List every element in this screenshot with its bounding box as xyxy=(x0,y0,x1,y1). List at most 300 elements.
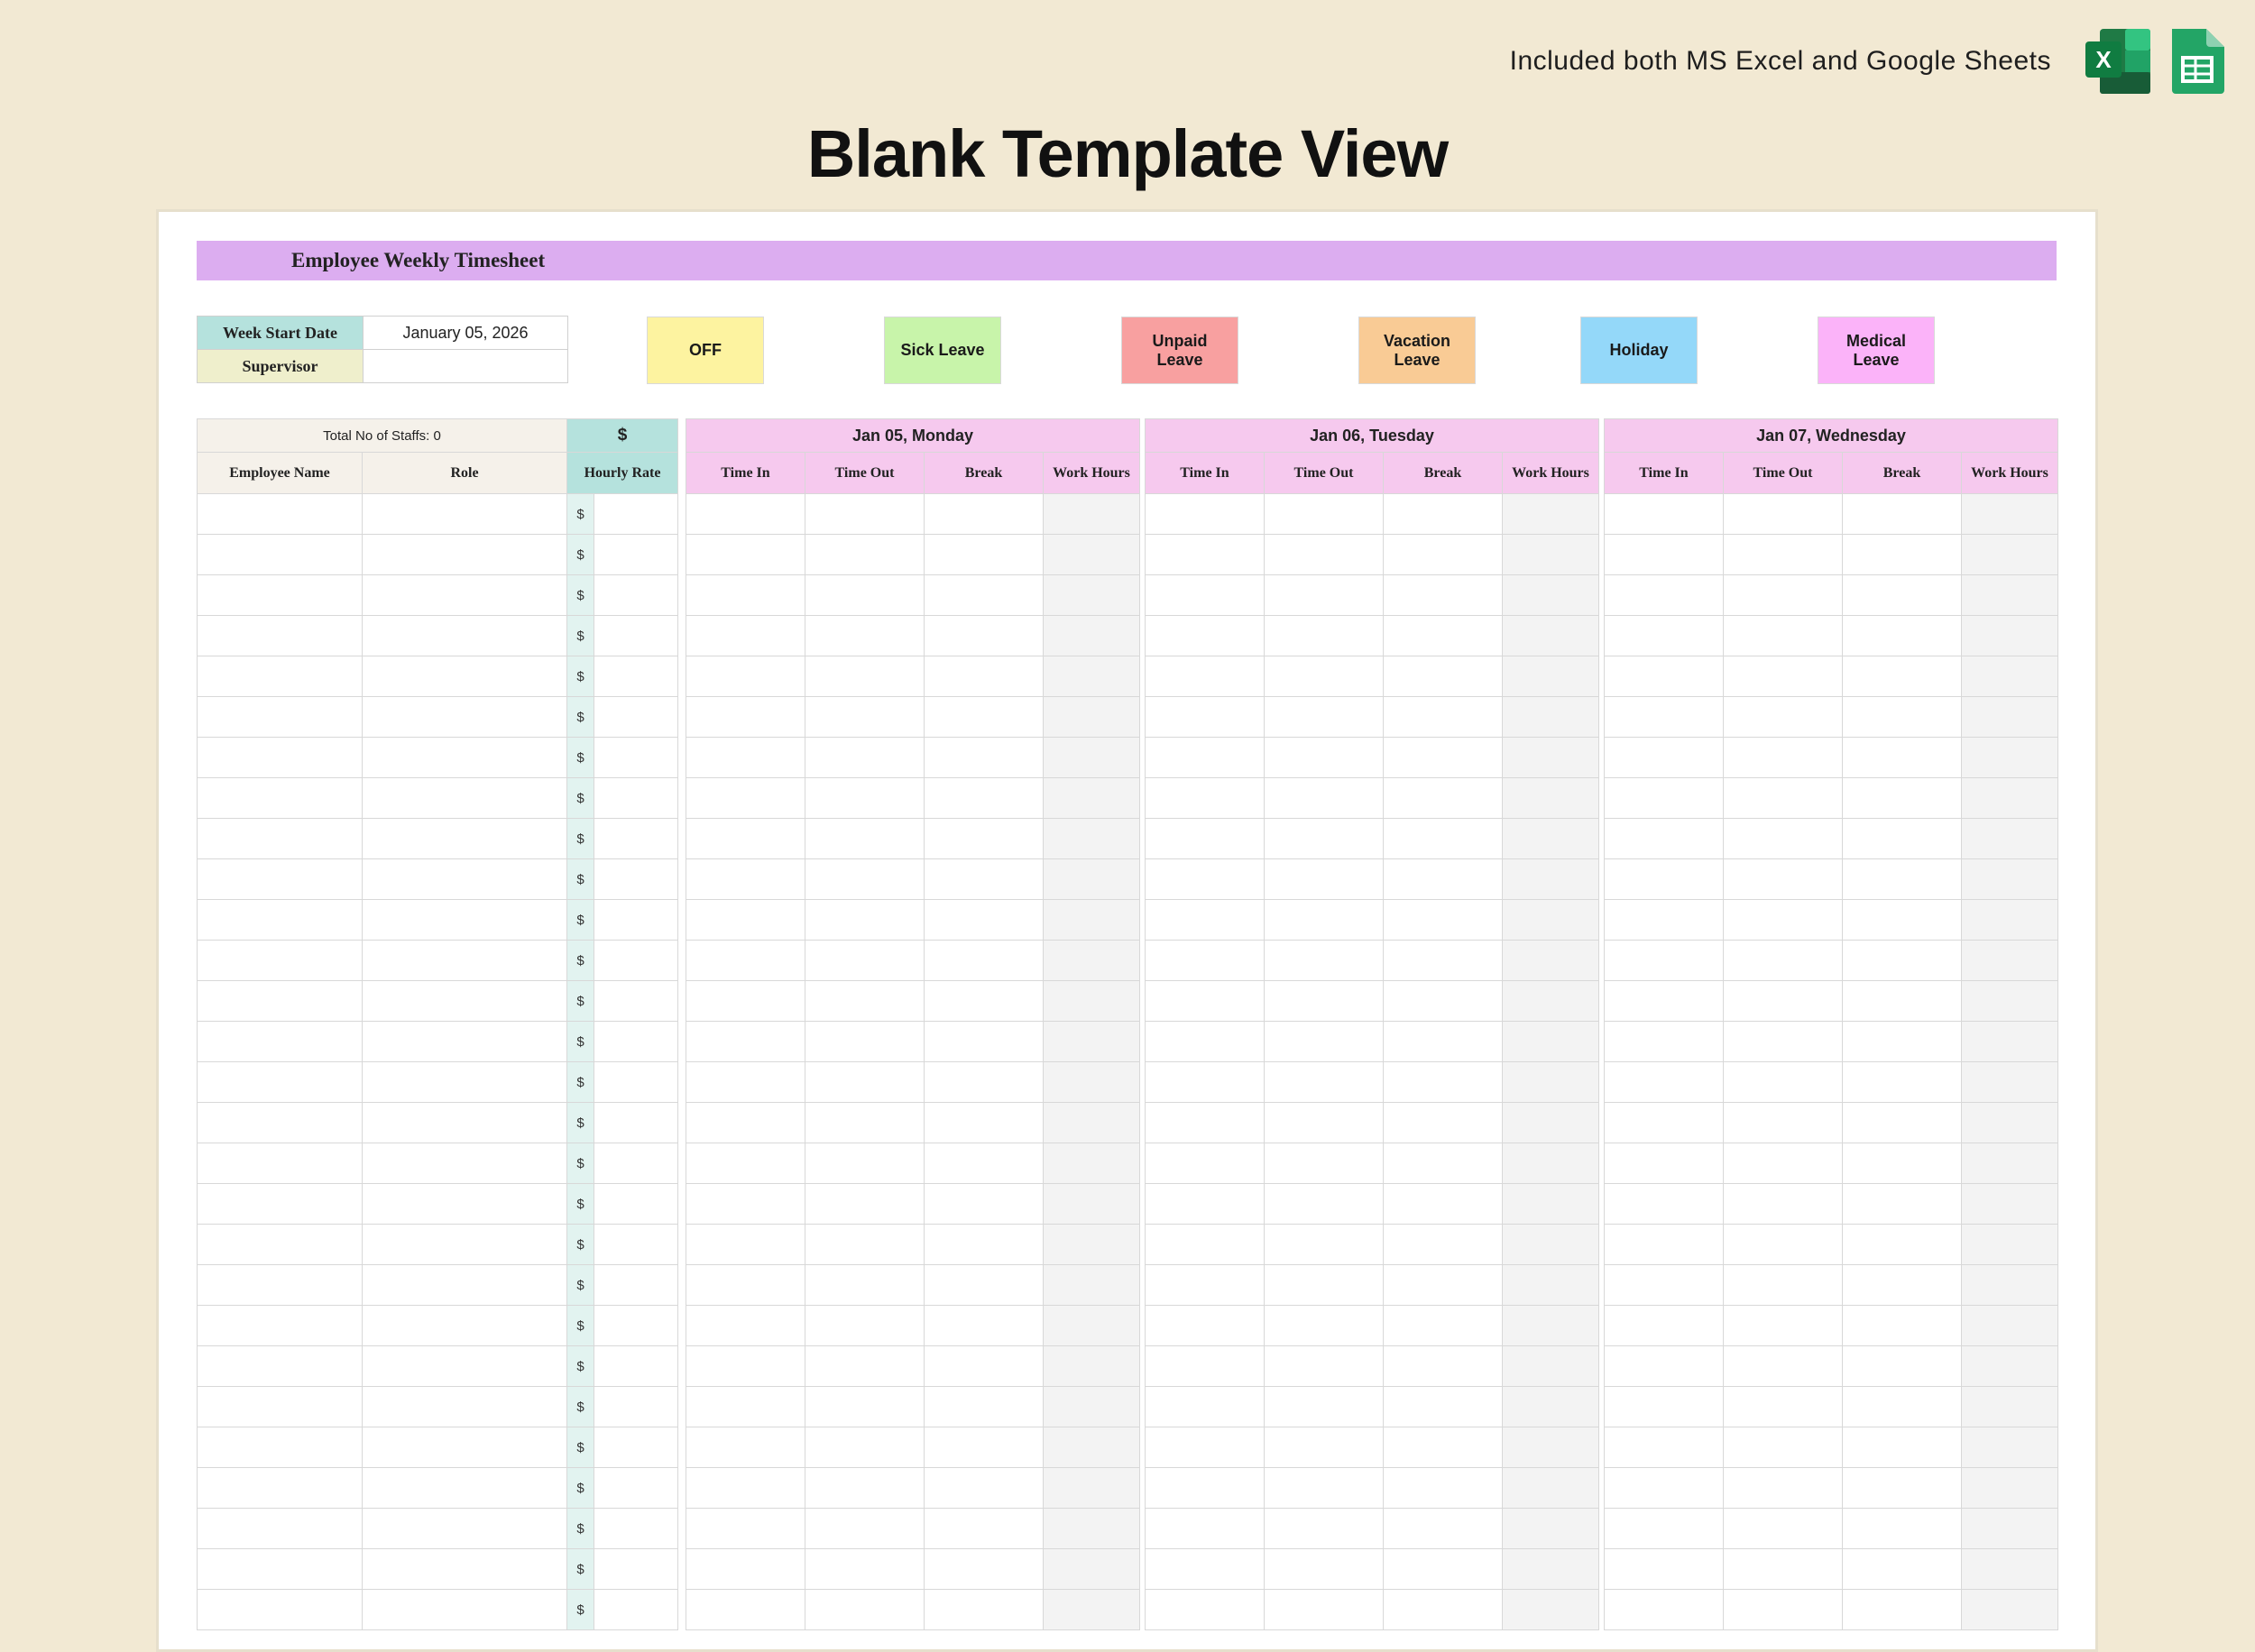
time-in-cell[interactable] xyxy=(686,1509,805,1549)
break-cell[interactable] xyxy=(1384,778,1503,819)
time-out-cell[interactable] xyxy=(805,575,925,616)
time-in-cell[interactable] xyxy=(1605,656,1724,697)
time-out-cell[interactable] xyxy=(1265,1468,1384,1509)
break-cell[interactable] xyxy=(1384,535,1503,575)
time-in-cell[interactable] xyxy=(1605,900,1724,941)
time-in-cell[interactable] xyxy=(686,1022,805,1062)
time-out-cell[interactable] xyxy=(805,1022,925,1062)
time-in-cell[interactable] xyxy=(686,1265,805,1306)
break-cell[interactable] xyxy=(1384,1143,1503,1184)
time-out-cell[interactable] xyxy=(1265,575,1384,616)
hourly-rate-cell[interactable] xyxy=(594,1225,678,1265)
role-cell[interactable] xyxy=(363,1062,567,1103)
time-out-cell[interactable] xyxy=(1265,900,1384,941)
time-out-cell[interactable] xyxy=(1724,1103,1843,1143)
role-cell[interactable] xyxy=(363,941,567,981)
time-in-cell[interactable] xyxy=(1605,1062,1724,1103)
break-cell[interactable] xyxy=(925,738,1044,778)
time-out-cell[interactable] xyxy=(1724,1590,1843,1630)
time-in-cell[interactable] xyxy=(1605,1509,1724,1549)
break-cell[interactable] xyxy=(1384,1062,1503,1103)
break-cell[interactable] xyxy=(1384,1387,1503,1427)
employee-name-cell[interactable] xyxy=(198,616,363,656)
time-out-cell[interactable] xyxy=(1265,1143,1384,1184)
time-out-cell[interactable] xyxy=(1724,1184,1843,1225)
time-out-cell[interactable] xyxy=(805,1225,925,1265)
role-cell[interactable] xyxy=(363,494,567,535)
time-out-cell[interactable] xyxy=(1265,1022,1384,1062)
time-in-cell[interactable] xyxy=(1146,575,1265,616)
time-in-cell[interactable] xyxy=(686,1306,805,1346)
employee-name-cell[interactable] xyxy=(198,941,363,981)
break-cell[interactable] xyxy=(1384,575,1503,616)
employee-name-cell[interactable] xyxy=(198,1427,363,1468)
time-out-cell[interactable] xyxy=(1724,1346,1843,1387)
time-in-cell[interactable] xyxy=(686,616,805,656)
time-in-cell[interactable] xyxy=(1146,1143,1265,1184)
time-out-cell[interactable] xyxy=(805,1387,925,1427)
role-cell[interactable] xyxy=(363,1387,567,1427)
time-in-cell[interactable] xyxy=(1605,1265,1724,1306)
time-in-cell[interactable] xyxy=(1605,1184,1724,1225)
role-cell[interactable] xyxy=(363,1468,567,1509)
role-cell[interactable] xyxy=(363,778,567,819)
break-cell[interactable] xyxy=(1843,738,1962,778)
break-cell[interactable] xyxy=(925,575,1044,616)
role-cell[interactable] xyxy=(363,900,567,941)
break-cell[interactable] xyxy=(1843,535,1962,575)
employee-name-cell[interactable] xyxy=(198,575,363,616)
employee-name-cell[interactable] xyxy=(198,859,363,900)
break-cell[interactable] xyxy=(925,1346,1044,1387)
role-cell[interactable] xyxy=(363,819,567,859)
time-in-cell[interactable] xyxy=(1605,616,1724,656)
time-out-cell[interactable] xyxy=(1724,900,1843,941)
break-cell[interactable] xyxy=(925,1427,1044,1468)
time-out-cell[interactable] xyxy=(805,819,925,859)
supervisor-input[interactable] xyxy=(364,350,568,383)
break-cell[interactable] xyxy=(1843,656,1962,697)
time-in-cell[interactable] xyxy=(1146,697,1265,738)
time-out-cell[interactable] xyxy=(805,535,925,575)
employee-name-cell[interactable] xyxy=(198,1346,363,1387)
time-in-cell[interactable] xyxy=(686,1184,805,1225)
time-in-cell[interactable] xyxy=(1605,1590,1724,1630)
time-in-cell[interactable] xyxy=(686,778,805,819)
role-cell[interactable] xyxy=(363,859,567,900)
break-cell[interactable] xyxy=(1843,1265,1962,1306)
break-cell[interactable] xyxy=(925,941,1044,981)
break-cell[interactable] xyxy=(1384,616,1503,656)
time-in-cell[interactable] xyxy=(1146,1022,1265,1062)
break-cell[interactable] xyxy=(1384,1103,1503,1143)
time-out-cell[interactable] xyxy=(805,900,925,941)
time-out-cell[interactable] xyxy=(805,1509,925,1549)
time-out-cell[interactable] xyxy=(1724,1265,1843,1306)
break-cell[interactable] xyxy=(1843,900,1962,941)
time-in-cell[interactable] xyxy=(1605,1022,1724,1062)
hourly-rate-cell[interactable] xyxy=(594,1306,678,1346)
time-out-cell[interactable] xyxy=(805,1590,925,1630)
time-in-cell[interactable] xyxy=(1146,1387,1265,1427)
time-in-cell[interactable] xyxy=(1146,1184,1265,1225)
employee-name-cell[interactable] xyxy=(198,900,363,941)
break-cell[interactable] xyxy=(925,656,1044,697)
time-out-cell[interactable] xyxy=(1724,1306,1843,1346)
break-cell[interactable] xyxy=(1384,656,1503,697)
time-out-cell[interactable] xyxy=(1724,1549,1843,1590)
time-out-cell[interactable] xyxy=(1724,494,1843,535)
break-cell[interactable] xyxy=(1843,697,1962,738)
break-cell[interactable] xyxy=(1843,1062,1962,1103)
break-cell[interactable] xyxy=(1843,1103,1962,1143)
time-out-cell[interactable] xyxy=(1265,616,1384,656)
time-out-cell[interactable] xyxy=(1724,1468,1843,1509)
time-in-cell[interactable] xyxy=(686,535,805,575)
time-out-cell[interactable] xyxy=(1265,494,1384,535)
role-cell[interactable] xyxy=(363,1022,567,1062)
role-cell[interactable] xyxy=(363,1427,567,1468)
break-cell[interactable] xyxy=(1384,1549,1503,1590)
time-out-cell[interactable] xyxy=(805,941,925,981)
employee-name-cell[interactable] xyxy=(198,1062,363,1103)
break-cell[interactable] xyxy=(1843,981,1962,1022)
hourly-rate-cell[interactable] xyxy=(594,941,678,981)
break-cell[interactable] xyxy=(1384,738,1503,778)
time-in-cell[interactable] xyxy=(1605,859,1724,900)
time-out-cell[interactable] xyxy=(1724,616,1843,656)
break-cell[interactable] xyxy=(925,1549,1044,1590)
employee-name-cell[interactable] xyxy=(198,1549,363,1590)
break-cell[interactable] xyxy=(1843,1346,1962,1387)
hourly-rate-cell[interactable] xyxy=(594,819,678,859)
time-out-cell[interactable] xyxy=(1724,819,1843,859)
break-cell[interactable] xyxy=(1384,1022,1503,1062)
time-in-cell[interactable] xyxy=(686,575,805,616)
time-out-cell[interactable] xyxy=(805,859,925,900)
hourly-rate-cell[interactable] xyxy=(594,1022,678,1062)
break-cell[interactable] xyxy=(925,900,1044,941)
break-cell[interactable] xyxy=(1843,1306,1962,1346)
time-in-cell[interactable] xyxy=(1146,859,1265,900)
time-in-cell[interactable] xyxy=(1146,778,1265,819)
time-out-cell[interactable] xyxy=(1724,941,1843,981)
time-out-cell[interactable] xyxy=(1724,535,1843,575)
time-out-cell[interactable] xyxy=(1724,859,1843,900)
employee-name-cell[interactable] xyxy=(198,1509,363,1549)
employee-name-cell[interactable] xyxy=(198,494,363,535)
time-in-cell[interactable] xyxy=(686,900,805,941)
role-cell[interactable] xyxy=(363,1306,567,1346)
time-out-cell[interactable] xyxy=(1724,981,1843,1022)
break-cell[interactable] xyxy=(925,1387,1044,1427)
break-cell[interactable] xyxy=(1384,941,1503,981)
break-cell[interactable] xyxy=(925,1306,1044,1346)
hourly-rate-cell[interactable] xyxy=(594,1062,678,1103)
time-out-cell[interactable] xyxy=(1265,1346,1384,1387)
role-cell[interactable] xyxy=(363,1143,567,1184)
break-cell[interactable] xyxy=(925,1225,1044,1265)
break-cell[interactable] xyxy=(1843,1387,1962,1427)
time-out-cell[interactable] xyxy=(1265,697,1384,738)
time-out-cell[interactable] xyxy=(1265,941,1384,981)
time-in-cell[interactable] xyxy=(1146,1062,1265,1103)
time-out-cell[interactable] xyxy=(805,1306,925,1346)
time-in-cell[interactable] xyxy=(1146,656,1265,697)
employee-name-cell[interactable] xyxy=(198,1225,363,1265)
time-out-cell[interactable] xyxy=(805,1184,925,1225)
time-in-cell[interactable] xyxy=(1605,778,1724,819)
time-in-cell[interactable] xyxy=(686,819,805,859)
time-in-cell[interactable] xyxy=(686,1427,805,1468)
time-in-cell[interactable] xyxy=(1605,1143,1724,1184)
time-in-cell[interactable] xyxy=(1605,697,1724,738)
break-cell[interactable] xyxy=(925,1103,1044,1143)
break-cell[interactable] xyxy=(1843,1509,1962,1549)
hourly-rate-cell[interactable] xyxy=(594,900,678,941)
time-out-cell[interactable] xyxy=(1265,1306,1384,1346)
employee-name-cell[interactable] xyxy=(198,535,363,575)
time-in-cell[interactable] xyxy=(1605,819,1724,859)
hourly-rate-cell[interactable] xyxy=(594,1265,678,1306)
role-cell[interactable] xyxy=(363,1549,567,1590)
time-out-cell[interactable] xyxy=(1724,738,1843,778)
break-cell[interactable] xyxy=(925,859,1044,900)
time-out-cell[interactable] xyxy=(1724,1509,1843,1549)
time-in-cell[interactable] xyxy=(1146,1265,1265,1306)
employee-name-cell[interactable] xyxy=(198,1468,363,1509)
break-cell[interactable] xyxy=(925,1265,1044,1306)
time-in-cell[interactable] xyxy=(1605,575,1724,616)
employee-name-cell[interactable] xyxy=(198,819,363,859)
time-out-cell[interactable] xyxy=(1724,1143,1843,1184)
break-cell[interactable] xyxy=(1384,1265,1503,1306)
break-cell[interactable] xyxy=(1384,819,1503,859)
time-out-cell[interactable] xyxy=(805,1346,925,1387)
time-out-cell[interactable] xyxy=(1265,981,1384,1022)
break-cell[interactable] xyxy=(925,1509,1044,1549)
time-out-cell[interactable] xyxy=(1724,1225,1843,1265)
employee-name-cell[interactable] xyxy=(198,1265,363,1306)
time-out-cell[interactable] xyxy=(1265,535,1384,575)
employee-name-cell[interactable] xyxy=(198,778,363,819)
break-cell[interactable] xyxy=(925,1062,1044,1103)
time-in-cell[interactable] xyxy=(686,738,805,778)
time-out-cell[interactable] xyxy=(1265,778,1384,819)
time-in-cell[interactable] xyxy=(686,859,805,900)
role-cell[interactable] xyxy=(363,575,567,616)
break-cell[interactable] xyxy=(1843,819,1962,859)
break-cell[interactable] xyxy=(1843,859,1962,900)
employee-name-cell[interactable] xyxy=(198,1387,363,1427)
employee-name-cell[interactable] xyxy=(198,656,363,697)
time-out-cell[interactable] xyxy=(805,981,925,1022)
time-in-cell[interactable] xyxy=(1605,1346,1724,1387)
time-in-cell[interactable] xyxy=(1146,494,1265,535)
time-out-cell[interactable] xyxy=(1265,1103,1384,1143)
time-in-cell[interactable] xyxy=(1605,738,1724,778)
hourly-rate-cell[interactable] xyxy=(594,1346,678,1387)
time-in-cell[interactable] xyxy=(1146,738,1265,778)
time-out-cell[interactable] xyxy=(1724,778,1843,819)
time-in-cell[interactable] xyxy=(1605,1306,1724,1346)
time-in-cell[interactable] xyxy=(1146,535,1265,575)
time-in-cell[interactable] xyxy=(686,1143,805,1184)
employee-name-cell[interactable] xyxy=(198,1022,363,1062)
time-in-cell[interactable] xyxy=(686,656,805,697)
time-out-cell[interactable] xyxy=(1265,1062,1384,1103)
time-out-cell[interactable] xyxy=(1265,1549,1384,1590)
time-in-cell[interactable] xyxy=(1146,616,1265,656)
hourly-rate-cell[interactable] xyxy=(594,981,678,1022)
time-in-cell[interactable] xyxy=(686,494,805,535)
break-cell[interactable] xyxy=(925,778,1044,819)
role-cell[interactable] xyxy=(363,1225,567,1265)
hourly-rate-cell[interactable] xyxy=(594,1387,678,1427)
time-in-cell[interactable] xyxy=(1605,941,1724,981)
time-in-cell[interactable] xyxy=(686,1590,805,1630)
time-out-cell[interactable] xyxy=(805,616,925,656)
break-cell[interactable] xyxy=(925,494,1044,535)
time-out-cell[interactable] xyxy=(805,778,925,819)
time-out-cell[interactable] xyxy=(1724,1387,1843,1427)
time-in-cell[interactable] xyxy=(1146,1346,1265,1387)
role-cell[interactable] xyxy=(363,697,567,738)
break-cell[interactable] xyxy=(1384,697,1503,738)
break-cell[interactable] xyxy=(1384,494,1503,535)
time-in-cell[interactable] xyxy=(686,1549,805,1590)
hourly-rate-cell[interactable] xyxy=(594,616,678,656)
employee-name-cell[interactable] xyxy=(198,1306,363,1346)
time-out-cell[interactable] xyxy=(1265,1427,1384,1468)
time-in-cell[interactable] xyxy=(1146,819,1265,859)
role-cell[interactable] xyxy=(363,656,567,697)
time-in-cell[interactable] xyxy=(1605,1427,1724,1468)
break-cell[interactable] xyxy=(1384,1306,1503,1346)
hourly-rate-cell[interactable] xyxy=(594,1590,678,1630)
hourly-rate-cell[interactable] xyxy=(594,535,678,575)
break-cell[interactable] xyxy=(1843,1184,1962,1225)
time-in-cell[interactable] xyxy=(686,1468,805,1509)
break-cell[interactable] xyxy=(1843,1225,1962,1265)
break-cell[interactable] xyxy=(1384,981,1503,1022)
break-cell[interactable] xyxy=(1384,1427,1503,1468)
role-cell[interactable] xyxy=(363,738,567,778)
break-cell[interactable] xyxy=(925,535,1044,575)
hourly-rate-cell[interactable] xyxy=(594,494,678,535)
time-out-cell[interactable] xyxy=(1265,1265,1384,1306)
hourly-rate-cell[interactable] xyxy=(594,1184,678,1225)
time-out-cell[interactable] xyxy=(1265,1590,1384,1630)
role-cell[interactable] xyxy=(363,1184,567,1225)
break-cell[interactable] xyxy=(925,1590,1044,1630)
break-cell[interactable] xyxy=(925,1143,1044,1184)
break-cell[interactable] xyxy=(1843,778,1962,819)
time-in-cell[interactable] xyxy=(1605,1468,1724,1509)
time-in-cell[interactable] xyxy=(1146,1549,1265,1590)
break-cell[interactable] xyxy=(1384,1225,1503,1265)
week-start-input[interactable]: January 05, 2026 xyxy=(364,317,568,350)
break-cell[interactable] xyxy=(925,697,1044,738)
time-in-cell[interactable] xyxy=(1605,1103,1724,1143)
break-cell[interactable] xyxy=(1843,1022,1962,1062)
time-in-cell[interactable] xyxy=(1146,1103,1265,1143)
time-in-cell[interactable] xyxy=(1605,1387,1724,1427)
time-out-cell[interactable] xyxy=(1265,1387,1384,1427)
hourly-rate-cell[interactable] xyxy=(594,697,678,738)
hourly-rate-cell[interactable] xyxy=(594,738,678,778)
hourly-rate-cell[interactable] xyxy=(594,1549,678,1590)
time-out-cell[interactable] xyxy=(805,494,925,535)
time-out-cell[interactable] xyxy=(805,1549,925,1590)
time-in-cell[interactable] xyxy=(1605,1549,1724,1590)
break-cell[interactable] xyxy=(1843,941,1962,981)
time-out-cell[interactable] xyxy=(1265,656,1384,697)
break-cell[interactable] xyxy=(925,616,1044,656)
time-in-cell[interactable] xyxy=(686,1103,805,1143)
time-in-cell[interactable] xyxy=(1605,494,1724,535)
time-in-cell[interactable] xyxy=(1605,535,1724,575)
break-cell[interactable] xyxy=(1843,1468,1962,1509)
time-in-cell[interactable] xyxy=(1146,1509,1265,1549)
hourly-rate-cell[interactable] xyxy=(594,1468,678,1509)
break-cell[interactable] xyxy=(1843,1427,1962,1468)
time-out-cell[interactable] xyxy=(805,1427,925,1468)
time-in-cell[interactable] xyxy=(686,1062,805,1103)
time-in-cell[interactable] xyxy=(1146,941,1265,981)
time-out-cell[interactable] xyxy=(1724,575,1843,616)
time-out-cell[interactable] xyxy=(1265,1509,1384,1549)
hourly-rate-cell[interactable] xyxy=(594,1103,678,1143)
break-cell[interactable] xyxy=(925,1468,1044,1509)
time-in-cell[interactable] xyxy=(1146,1306,1265,1346)
time-out-cell[interactable] xyxy=(805,1143,925,1184)
time-in-cell[interactable] xyxy=(1146,1468,1265,1509)
break-cell[interactable] xyxy=(1384,1346,1503,1387)
break-cell[interactable] xyxy=(1384,859,1503,900)
break-cell[interactable] xyxy=(1384,1184,1503,1225)
role-cell[interactable] xyxy=(363,616,567,656)
hourly-rate-cell[interactable] xyxy=(594,656,678,697)
time-in-cell[interactable] xyxy=(1605,981,1724,1022)
break-cell[interactable] xyxy=(1843,1590,1962,1630)
time-out-cell[interactable] xyxy=(805,1265,925,1306)
role-cell[interactable] xyxy=(363,1346,567,1387)
break-cell[interactable] xyxy=(1384,1590,1503,1630)
time-out-cell[interactable] xyxy=(805,1103,925,1143)
role-cell[interactable] xyxy=(363,1103,567,1143)
break-cell[interactable] xyxy=(1384,900,1503,941)
time-in-cell[interactable] xyxy=(1605,1225,1724,1265)
time-out-cell[interactable] xyxy=(805,1062,925,1103)
break-cell[interactable] xyxy=(925,1184,1044,1225)
time-out-cell[interactable] xyxy=(1724,1022,1843,1062)
employee-name-cell[interactable] xyxy=(198,1143,363,1184)
time-in-cell[interactable] xyxy=(1146,900,1265,941)
break-cell[interactable] xyxy=(1843,575,1962,616)
time-out-cell[interactable] xyxy=(1265,819,1384,859)
hourly-rate-cell[interactable] xyxy=(594,1509,678,1549)
time-out-cell[interactable] xyxy=(1265,738,1384,778)
employee-name-cell[interactable] xyxy=(198,981,363,1022)
hourly-rate-cell[interactable] xyxy=(594,1143,678,1184)
break-cell[interactable] xyxy=(1843,616,1962,656)
time-out-cell[interactable] xyxy=(805,738,925,778)
employee-name-cell[interactable] xyxy=(198,1184,363,1225)
break-cell[interactable] xyxy=(1384,1509,1503,1549)
hourly-rate-cell[interactable] xyxy=(594,859,678,900)
time-in-cell[interactable] xyxy=(686,697,805,738)
